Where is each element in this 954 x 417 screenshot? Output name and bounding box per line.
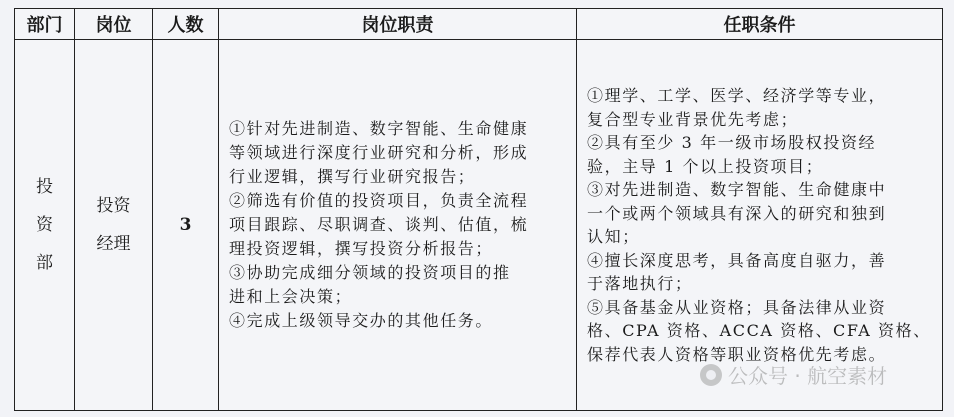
department-cell: [15, 40, 75, 411]
duty-line: ①针对先进制造、数字智能、生命健康: [229, 119, 529, 138]
requirement-line: 于落地执行；: [587, 274, 693, 293]
duty-line: ②筛选有价值的投资项目，负责全流程: [229, 191, 529, 210]
position-line: 经理: [96, 234, 131, 254]
requirement-line: 验，主导 1 个以上投资项目；: [587, 156, 824, 176]
duty-line: 理投资逻辑，撰写投资分析报告；: [229, 239, 494, 258]
department-char: 投: [36, 177, 53, 197]
header-requirements: 任职条件: [577, 9, 943, 40]
header-position: 岗位: [75, 9, 153, 40]
table-header-row: [15, 9, 943, 40]
duty-line: 等领域进行深度行业研究和分析，形成: [229, 143, 529, 162]
requirement-line: ①理学、工学、医学、经济学等专业，: [587, 86, 887, 105]
duty-line: 进和上会决策；: [229, 287, 353, 306]
duties-cell: [219, 40, 577, 411]
requirement-line: 认知；: [587, 227, 640, 246]
requirements-cell: [577, 40, 943, 411]
duty-line: ④完成上级领导交办的其他任务。: [229, 311, 494, 330]
position-cell: [75, 40, 153, 411]
header-department: 部门: [15, 9, 75, 40]
header-count: 人数: [153, 9, 219, 40]
count-cell: 3: [153, 40, 219, 411]
department-char: 资: [36, 215, 53, 235]
duty-line: 行业逻辑，撰写行业研究报告；: [229, 167, 476, 186]
requirement-line: 保荐代表人资格等职业资格优先考虑。: [587, 344, 887, 364]
requirement-line: ②具有至少 3 年一级市场股权投资经: [587, 133, 877, 152]
requirement-line: 一个或两个领域具有深入的研究和独到: [587, 203, 887, 223]
requirement-line: ③对先进制造、数字智能、生命健康中: [587, 180, 887, 199]
requirement-line: ⑤具备基金从业资格；具备法律从业资: [587, 297, 887, 317]
watermark-text: 公众号 · 航空素材: [728, 364, 888, 388]
table-row: [15, 40, 943, 411]
requirement-line: ④擅长深度思考，具备高度自驱力，善: [587, 250, 887, 270]
duty-line: ③协助完成细分领域的投资项目的推: [229, 263, 511, 282]
duty-line: 项目跟踪、尽职调查、谈判、估值，梳: [229, 215, 529, 234]
job-table: [14, 8, 943, 411]
department-char: 部: [36, 253, 53, 273]
position-line: 投资: [96, 196, 131, 216]
requirement-line: 复合型专业背景优先考虑；: [587, 109, 799, 129]
header-duties: 岗位职责: [219, 9, 577, 40]
requirement-line: 格、CPA 资格、ACCA 资格、CFA 资格、: [587, 321, 931, 340]
